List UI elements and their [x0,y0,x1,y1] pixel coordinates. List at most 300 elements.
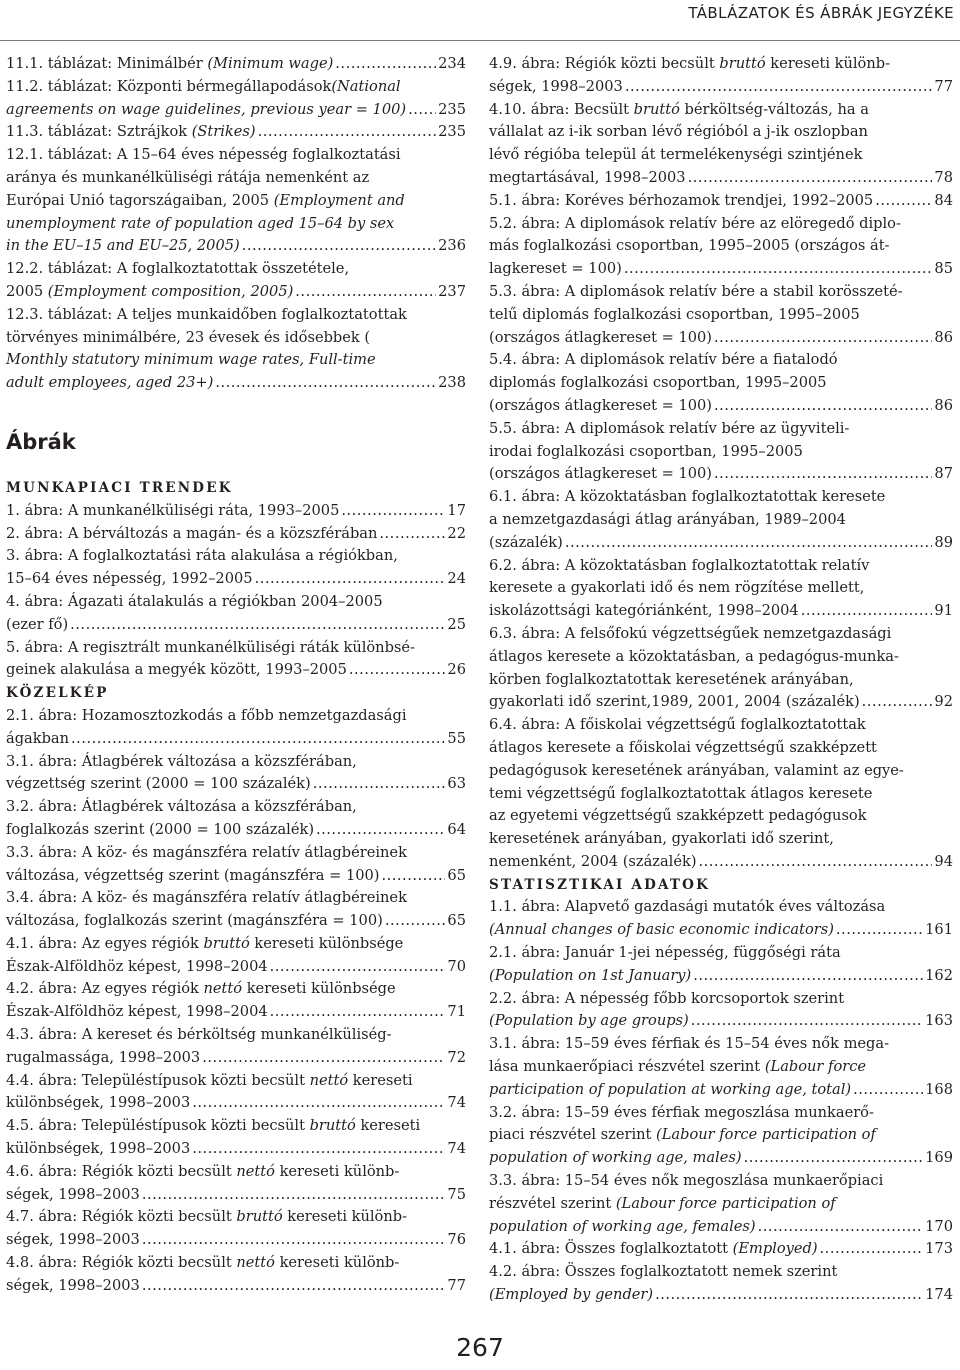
toc-entry-text: változása, végzettség szerint (magánszféra = 100) [6,866,380,884]
toc-entry-line [489,623,953,646]
toc-entry-line [489,691,953,714]
toc-page-number: 86 [934,396,953,414]
toc-entry-line [489,1238,953,1261]
dot-leader [142,1184,446,1207]
toc-entry [6,1161,466,1207]
toc-entry-line [489,349,953,372]
toc-page-number: 161 [925,921,953,939]
toc-entry-line [6,910,466,933]
toc-entry-text: 2.1. ábra: Január 1-jei népesség, függőségi ráta [489,944,841,962]
toc-entry-line [6,545,466,568]
dot-leader [71,728,445,751]
tables-list [6,53,466,395]
dot-leader [714,463,932,486]
dot-leader [215,372,436,395]
running-header-title: TÁBLÁZATOK ÉS ÁBRÁK JEGYZÉKE [688,4,954,22]
toc-entry [6,887,466,933]
toc-entry-text: iskolázottsági kategóriánként, 1998–2004 [489,602,799,620]
toc-entry-text: in the EU–15 and EU–25, 2005) [6,237,240,255]
toc-entry-text: (ezer fő) [6,615,69,633]
dot-leader [862,691,933,714]
page-number: 267 [456,1333,504,1362]
toc-entry-text: 1. ábra: A munkanélküliségi ráta, 1993–2005 [6,501,340,519]
toc-entry [6,523,466,546]
section-heading-munkapiaci: MUNKAPIACI TRENDEK [6,479,233,496]
dot-leader [820,1238,924,1261]
toc-page-number: 70 [447,957,466,975]
toc-entry-text: 15–64 éves népesség, 1992–2005 [6,570,253,588]
toc-entry [6,1206,466,1252]
toc-page-number: 174 [925,1286,953,1304]
toc-entry [489,1238,953,1261]
toc-entry-line [489,509,953,532]
toc-entry-line [6,1047,466,1070]
toc-entry-text: 3.2. ábra: 15–59 éves férfiak megoszlása munkaerő- [489,1103,874,1121]
toc-entry-text: ágakban [6,729,70,747]
toc-entry-text: vállalat az i-ik sorban lévő régióból a j-ik oszlopban [489,123,868,141]
dot-leader [693,965,923,988]
toc-entry [489,1033,953,1101]
toc-page-number: 71 [447,1003,466,1021]
dot-leader [335,53,436,76]
toc-entry-text: keresetének arányában, gyakorlati idő szerint, [489,830,834,848]
toc-entry-text: 4.3. ábra: A kereset és bérköltség munkanélküliség- [6,1026,392,1044]
toc-entry [489,988,953,1034]
toc-entry-line [489,121,953,144]
toc-entry-text: részvétel szerint (Labour force participation of [489,1194,836,1212]
dot-leader [688,167,933,190]
toc-entry-text: (Population by age groups) [489,1012,689,1030]
toc-entry [6,1070,466,1116]
toc-entry-text: keresete a gyakorlati idő és nem rögzítése mellett, [489,579,865,597]
toc-entry-line [6,235,466,258]
toc-entry [489,555,953,623]
toc-entry [6,304,466,395]
toc-entry [6,1115,466,1161]
toc-entry-text: törvényes minimálbére, 23 évesek és idősebbek ( [6,328,371,346]
toc-entry-text: 4.8. ábra: Régiók közti becsült nettó kereseti különb- [6,1254,400,1272]
toc-entry-line [489,144,953,167]
toc-entry-line [489,896,953,919]
dot-leader [349,659,446,682]
toc-entry [6,121,466,144]
toc-page-number: 77 [934,77,953,95]
toc-entry-line [6,500,466,523]
toc-entry-line [489,190,953,213]
toc-entry-text: 12.3. táblázat: A teljes munkaidőben foglalkoztatottak [6,305,407,323]
toc-entry-text: különbségek, 1998–2003 [6,1140,191,1158]
toc-entry [6,591,466,637]
toc-entry-line [489,486,953,509]
toc-entry-text: 3.1. ábra: 15–59 éves férfiak és 15–54 éves nők mega- [489,1035,890,1053]
toc-entry [489,190,953,213]
toc-entry-text: (országos átlagkereset = 100) [489,328,713,346]
toc-entry-line [489,463,953,486]
toc-entry-line [6,1161,466,1184]
toc-page-number: 94 [934,852,953,870]
toc-entry-line [6,76,466,99]
dot-leader [70,614,445,637]
toc-entry-text: átlagos keresete a főiskolai végzettségű szakképzett [489,738,877,756]
toc-entry-text: 4. ábra: Ágazati átalakulás a régiókban 2004–2005 [6,592,383,610]
toc-entry-line [489,646,953,669]
kozelkep-list [6,705,466,1298]
toc-entry [489,418,953,486]
toc-entry [489,942,953,988]
toc-entry-line [6,1092,466,1115]
right-column [489,53,953,1307]
toc-entry-text: 4.1. ábra: Az egyes régiók bruttó kereseti különbsége [6,934,404,952]
toc-entry-line [489,828,953,851]
toc-entry-line [489,555,953,578]
toc-entry-line [489,600,953,623]
toc-entry-text: (Annual changes of basic economic indicators) [489,921,834,939]
toc-entry [489,714,953,874]
toc-entry-line [6,304,466,327]
toc-entry-line [6,144,466,167]
toc-entry-text: 6.4. ábra: A főiskolai végzettségű foglalkoztatottak [489,716,866,734]
toc-entry-text: 5.2. ábra: A diplomások relatív bére az elöregedő diplo- [489,214,901,232]
toc-entry-line [489,53,953,76]
toc-entry-text: rugalmassága, 1998–2003 [6,1048,201,1066]
toc-page-number: 170 [925,1217,953,1235]
toc-entry-text: különbségek, 1998–2003 [6,1094,191,1112]
dot-leader [714,327,932,350]
toc-page-number: 25 [447,615,466,633]
dot-leader [691,1010,923,1033]
toc-entry [6,144,466,258]
toc-entry [489,1261,953,1307]
toc-entry-line [6,705,466,728]
toc-entry-line [489,783,953,806]
toc-entry-line [6,372,466,395]
toc-entry-text: 4.4. ábra: Településtípusok közti becsült nettó kereseti [6,1071,413,1089]
toc-page-number: 78 [934,168,953,186]
toc-entry-text: 2. ábra: A bérváltozás a magán- és a közszférában [6,524,378,542]
section-heading-kozelkep: KÖZELKÉP [6,685,109,702]
toc-page-number: 63 [447,775,466,793]
toc-entry-line [489,1216,953,1239]
toc-page-number: 169 [925,1149,953,1167]
toc-entry-line [6,728,466,751]
toc-entry-text: temi végzettségű foglalkoztatottak átlagos keresete [489,784,873,802]
toc-entry-line [489,760,953,783]
dot-leader [202,1047,445,1070]
toc-entry-text: 4.7. ábra: Régiók közti becsült bruttó kereseti különb- [6,1208,408,1226]
toc-entry-text: 4.9. ábra: Régiók közti becsült bruttó kereseti különb- [489,55,891,72]
toc-entry-line [489,1193,953,1216]
toc-entry-line [6,568,466,591]
toc-page-number: 91 [934,602,953,620]
toc-entry-text: pedagógusok keresetének arányában, valamint az egye- [489,761,904,779]
toc-entry [6,637,466,683]
toc-entry [489,349,953,417]
toc-page-number: 74 [447,1140,466,1158]
toc-entry [6,978,466,1024]
toc-entry-line [489,532,953,555]
toc-entry-line [6,327,466,350]
toc-entry-line [489,258,953,281]
dot-leader [625,76,933,99]
toc-entry-text: (Employed by gender) [489,1286,654,1304]
toc-entry-line [6,523,466,546]
toc-entry [6,751,466,797]
toc-entry-text: lása munkaerőpiaci részvétel szerint (Labour force [489,1058,867,1076]
toc-entry [489,623,953,714]
toc-page-number: 65 [447,912,466,930]
toc-entry-text: változása, foglalkozás szerint (magánszféra = 100) [6,912,383,930]
toc-entry-line [6,933,466,956]
toc-entry-line [489,1124,953,1147]
toc-entry-text: 5. ábra: A regisztrált munkanélküliségi ráták különbsé- [6,638,415,656]
toc-entry-line [489,1170,953,1193]
toc-entry [6,1252,466,1298]
running-header [0,0,960,41]
toc-entry-text: diplomás foglalkozási csoportban, 1995–2005 [489,374,827,392]
toc-entry-line [6,99,466,122]
toc-entry-line [489,1261,953,1284]
toc-entry-text: 3.4. ábra: A köz- és magánszféra relatív átlagbéreinek [6,889,407,907]
toc-entry-text: 1.1. ábra: Alapvető gazdasági mutatók éves változása [489,898,886,916]
dot-leader [875,190,932,213]
dot-leader [192,1092,445,1115]
toc-entry-text: 6.2. ábra: A közoktatásban foglalkoztatottak relatív [489,556,870,574]
toc-entry-text: 6.3. ábra: A felsőfokú végzettségűek nemzetgazdasági [489,624,892,642]
toc-entry-text: 6.1. ábra: A közoktatásban foglalkoztatottak keresete [489,488,886,506]
toc-entry-text: ségek, 1998–2003 [6,1185,140,1203]
toc-entry-text: adult employees, aged 23+) [6,374,214,392]
toc-entry-line [6,842,466,865]
dot-leader [270,1001,446,1024]
toc-entry-line [6,281,466,304]
toc-entry-line [489,965,953,988]
toc-entry-line [6,213,466,236]
dot-leader [270,956,446,979]
toc-entry-line [6,659,466,682]
toc-entry-text: gyakorlati idő szerint,1989, 2001, 2004 (százalék) [489,693,860,711]
toc-entry-line [489,942,953,965]
toc-entry-text: lévő régióba települ át termelékenységi szintjének [489,146,863,164]
dot-leader [836,919,923,942]
toc-entry-text: 2005 (Employment composition, 2005) [6,282,294,300]
toc-entry-text: irodai foglalkozási csoportban, 1995–2005 [489,442,803,460]
toc-entry-line [489,1033,953,1056]
toc-entry [489,213,953,281]
figures-heading: Ábrák [6,429,76,454]
toc-page-number: 75 [447,1185,466,1203]
toc-entry-text: Monthly statutory minimum wage rates, Full-time [6,351,376,369]
dot-leader [699,851,933,874]
toc-entry-line [6,1229,466,1252]
toc-entry [489,896,953,942]
toc-entry-line [489,577,953,600]
toc-entry-line [489,281,953,304]
toc-entry-text: 3.3. ábra: A köz- és magánszféra relatív átlagbéreinek [6,843,407,861]
toc-page-number: 87 [934,465,953,483]
toc-entry-text: ségek, 1998–2003 [6,1231,140,1249]
toc-entry-line [6,865,466,888]
dot-leader [142,1275,446,1298]
toc-entry-text: agreements on wage guidelines, previous year = 100) [6,100,407,118]
dot-leader [853,1079,923,1102]
toc-entry-text: population of working age, males) [489,1149,742,1167]
toc-entry [489,486,953,554]
toc-entry-text: 3.3. ábra: 15–54 éves nők megoszlása munkaerőpiaci [489,1172,884,1190]
toc-entry-line [489,1056,953,1079]
toc-entry-text: 4.6. ábra: Régiók közti becsült nettó kereseti különb- [6,1162,400,1180]
toc-entry-text: Észak-Alföldhöz képest, 1998–2004 [6,957,268,975]
toc-entry-text: 5.1. ábra: Koréves bérhozamok trendjei, 1992–2005 [489,191,874,209]
toc-entry-line [6,1206,466,1229]
dot-leader [714,395,932,418]
toc-entry-line [6,258,466,281]
toc-entry-line [6,1070,466,1093]
toc-entry-text: unemployment rate of population aged 15–64 by sex [6,214,395,232]
toc-entry [489,1170,953,1238]
toc-page-number: 76 [447,1231,466,1249]
munkapiaci-list [6,500,466,682]
dot-leader [258,121,437,144]
toc-entry-text: aránya és munkanélküliségi rátája nemenként az [6,168,370,186]
toc-entry-text: telű diplomás foglalkozási csoportban, 1995–2005 [489,305,860,323]
toc-entry [6,258,466,304]
toc-entry-text: 11.1. táblázat: Minimálbér (Minimum wage) [6,55,334,72]
toc-entry-text: (országos átlagkereset = 100) [489,396,713,414]
toc-entry-line [489,737,953,760]
toc-entry-line [6,1138,466,1161]
toc-entry-text: 12.1. táblázat: A 15–64 éves népesség foglalkoztatási [6,146,401,164]
toc-entry-text: 3. ábra: A foglalkoztatási ráta alakulása a régiókban, [6,547,398,565]
dot-leader [382,865,446,888]
toc-entry-line [489,327,953,350]
toc-entry-line [6,1184,466,1207]
toc-page-number: 77 [447,1276,466,1294]
toc-page-number: 168 [925,1080,953,1098]
toc-entry-line [6,796,466,819]
toc-entry-text: (országos átlagkereset = 100) [489,465,713,483]
toc-entry [6,53,466,76]
toc-entry-line [6,167,466,190]
toc-entry-text: 3.1. ábra: Átlagbérek változása a közszférában, [6,752,357,770]
kozelkep-cont-list [489,53,953,874]
toc-entry-text: átlagos keresete a közoktatásban, a pedagógus-munka- [489,647,899,665]
toc-entry-line [6,349,466,372]
toc-entry-line [6,1001,466,1024]
toc-entry [6,1024,466,1070]
toc-entry-line [489,1147,953,1170]
toc-entry [6,842,466,888]
toc-entry [6,705,466,751]
toc-page-number: 238 [438,374,466,392]
toc-entry-text: 4.2. ábra: Összes foglalkoztatott nemek szerint [489,1263,838,1281]
toc-entry-line [6,1252,466,1275]
toc-page-number: 84 [934,191,953,209]
toc-entry-text: Európai Unió tagországaiban, 2005 (Employment and [6,191,405,209]
dot-leader [242,235,436,258]
toc-entry [489,53,953,99]
dot-leader [192,1138,445,1161]
dot-leader [295,281,436,304]
dot-leader [655,1284,923,1307]
dot-leader [565,532,933,555]
toc-entry [489,281,953,349]
toc-entry-line [6,1275,466,1298]
toc-page-number: 173 [925,1240,953,1258]
toc-entry-text: foglalkozás szerint (2000 = 100 százalék) [6,820,315,838]
toc-entry-line [489,988,953,1011]
toc-entry-line [6,956,466,979]
dot-leader [801,600,933,623]
toc-entry-line [489,372,953,395]
toc-entry-text: (Population on 1st January) [489,966,692,984]
toc-entry-line [6,53,466,76]
toc-entry-line [489,99,953,122]
toc-entry-text: 11.3. táblázat: Sztrájkok (Strikes) [6,123,256,141]
toc-page-number: 22 [447,524,466,542]
toc-entry-text: lagkereset = 100) [489,260,622,278]
toc-entry-line [489,851,953,874]
toc-entry-line [6,1024,466,1047]
toc-entry-line [489,167,953,190]
toc-page-number: 74 [447,1094,466,1112]
toc-entry-line [6,978,466,1001]
dot-leader [385,910,446,933]
dot-leader [624,258,933,281]
toc-entry-line [6,190,466,213]
toc-entry [6,76,466,122]
toc-entry [6,796,466,842]
toc-entry-text: 5.4. ábra: A diplomások relatív bére a fiatalodó [489,351,838,369]
toc-entry-line [6,1115,466,1138]
toc-entry-line [489,76,953,99]
toc-entry-text: 4.2. ábra: Az egyes régiók nettó kereseti különbsége [6,980,396,998]
toc-page-number: 26 [447,661,466,679]
toc-entry-text: Észak-Alföldhöz képest, 1998–2004 [6,1003,268,1021]
toc-entry-text: 3.2. ábra: Átlagbérek változása a közszférában, [6,798,357,816]
left-column [6,53,466,1298]
toc-entry-line [489,714,953,737]
toc-entry-line [489,1010,953,1033]
toc-page-number: 237 [438,282,466,300]
toc-entry-line [489,1284,953,1307]
dot-leader [255,568,446,591]
toc-entry-text: 11.2. táblázat: Központi bérmegállapodások(National [6,77,401,95]
toc-page-number: 64 [447,820,466,838]
toc-entry [6,933,466,979]
toc-entry-line [6,614,466,637]
dot-leader [744,1147,924,1170]
toc-entry-text: piaci részvétel szerint (Labour force participation of [489,1126,876,1144]
toc-entry-line [489,919,953,942]
toc-entry [489,99,953,190]
toc-entry-text: (százalék) [489,533,563,551]
dot-leader [758,1216,924,1239]
toc-entry [489,1102,953,1170]
toc-entry-line [489,1079,953,1102]
toc-page-number: 235 [438,100,466,118]
toc-entry-line [489,395,953,418]
toc-entry [6,500,466,523]
toc-entry-line [489,1102,953,1125]
toc-entry-line [489,213,953,236]
toc-entry-text: a nemzetgazdasági átlag arányában, 1989–2004 [489,510,846,528]
dot-leader [379,523,445,546]
toc-entry-text: körben foglalkoztatottak keresetének arányában, [489,670,854,688]
toc-entry-text: 4.10. ábra: Becsült bruttó bérköltség-változás, ha a [489,100,869,118]
dot-leader [408,99,436,122]
toc-entry-text: population of working age, females) [489,1217,756,1235]
toc-entry-line [489,805,953,828]
